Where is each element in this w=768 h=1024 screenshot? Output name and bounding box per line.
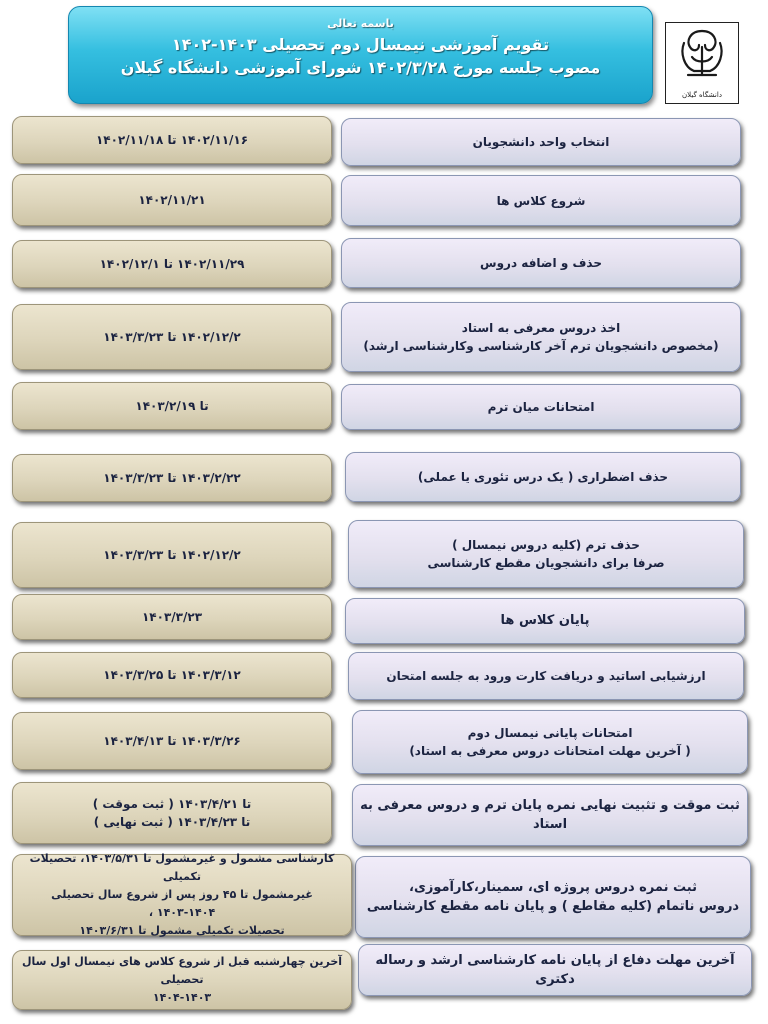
header-banner bbox=[68, 6, 653, 104]
date-cell bbox=[12, 116, 332, 164]
event-label: ثبت نمره دروس پروژه ای، سمینار،کارآموزی، bbox=[409, 879, 697, 895]
event-label: پایان کلاس ها bbox=[500, 613, 590, 629]
event-cell bbox=[348, 520, 744, 588]
event-note: ( آخرین مهلت امتحانات دروس معرفی به استاد) bbox=[409, 744, 691, 758]
date-cell bbox=[12, 522, 332, 588]
event-cell bbox=[345, 598, 745, 644]
event-note: صرفا برای دانشجویان مقطع کارشناسی bbox=[427, 556, 665, 570]
date-value: تا ۱۴۰۳/۴/۲۱ ( ثبت موقت ) bbox=[92, 797, 252, 811]
logo-caption: دانشگاه گیلان bbox=[682, 91, 722, 99]
date-value: غیرمشمول تا ۴۵ روز پس از شروع سال تحصیلی ۱۴۰۴-۱۴۰۳ ، bbox=[51, 887, 313, 920]
date-value: تا ۱۴۰۳/۲/۱۹ bbox=[135, 399, 209, 413]
event-note: (مخصوص دانشجویان ترم آخر کارشناسی وکارشناسی ارشد) bbox=[363, 339, 719, 353]
event-cell bbox=[358, 944, 752, 996]
date-cell bbox=[12, 594, 332, 640]
date-value: آخرین چهارشنبه قبل از شروع کلاس های نیمسال اول سال تحصیلی bbox=[21, 954, 343, 986]
date-value: تحصیلات تکمیلی مشمول تا ۱۴۰۳/۶/۳۱ bbox=[79, 924, 285, 938]
event-cell bbox=[341, 302, 741, 372]
date-cell bbox=[12, 652, 332, 698]
event-label: ارزشیابی اساتید و دریافت کارت ورود به جلسه امتحان bbox=[386, 669, 706, 683]
event-label: انتخاب واحد دانشجویان bbox=[472, 135, 610, 149]
event-label: حذف اضطراری ( یک درس تئوری یا عملی) bbox=[417, 470, 669, 484]
date-value: ۱۴۰۲/۱۱/۲۹ تا ۱۴۰۲/۱۲/۱ bbox=[99, 257, 245, 271]
date-value: ۱۴۰۲/۱۲/۲ تا ۱۴۰۳/۳/۲۳ bbox=[103, 330, 241, 344]
event-label: حذف و اضافه دروس bbox=[480, 256, 602, 270]
date-value: ۱۴۰۴-۱۴۰۳ bbox=[152, 991, 212, 1005]
approval-note: مصوب جلسه مورخ ۱۴۰۲/۳/۲۸ شورای آموزشی دانشگاه گیلان bbox=[120, 58, 601, 77]
event-cell bbox=[341, 384, 741, 430]
date-cell bbox=[12, 304, 332, 370]
date-cell bbox=[12, 454, 332, 502]
event-cell bbox=[348, 652, 744, 700]
event-cell bbox=[355, 856, 751, 938]
date-value: ۱۴۰۲/۱۱/۲۱ bbox=[138, 193, 206, 207]
event-cell bbox=[352, 710, 748, 774]
date-cell bbox=[12, 174, 332, 226]
date-cell bbox=[12, 950, 352, 1010]
event-cell bbox=[341, 118, 741, 166]
event-label: حذف ترم (کلیه دروس نیمسال ) bbox=[452, 538, 640, 552]
event-note: دروس ناتمام (کلیه مقاطع ) و پایان نامه مقطع کارشناسی bbox=[366, 899, 740, 914]
date-cell bbox=[12, 382, 332, 430]
date-value: تا ۱۴۰۳/۴/۲۳ ( ثبت نهایی ) bbox=[93, 815, 251, 829]
date-value: ۱۴۰۲/۱۱/۱۶ تا ۱۴۰۲/۱۱/۱۸ bbox=[95, 133, 249, 147]
event-label: ثبت موقت و تثبیت نهایی نمره پایان ترم و دروس معرفی به استاد bbox=[360, 797, 740, 832]
calendar-title: تقویم آموزشی نیمسال دوم تحصیلی ۱۴۰۳-۱۴۰۲ bbox=[171, 35, 550, 54]
date-value: ۱۴۰۳/۳/۲۳ bbox=[141, 610, 203, 624]
event-label: شروع کلاس ها bbox=[496, 193, 586, 208]
date-cell bbox=[12, 712, 332, 770]
date-value: ۱۴۰۲/۱۲/۲ تا ۱۴۰۳/۳/۲۳ bbox=[103, 548, 241, 562]
event-label: امتحانات میان ترم bbox=[487, 400, 595, 414]
event-label: اخذ دروس معرفی به استاد bbox=[461, 321, 621, 335]
event-cell bbox=[352, 784, 748, 846]
invocation-text: باسمه تعالی bbox=[327, 17, 394, 30]
date-cell bbox=[12, 782, 332, 844]
date-value: ۱۴۰۳/۳/۲۶ تا ۱۴۰۳/۴/۱۳ bbox=[103, 734, 241, 748]
event-label: آخرین مهلت دفاع از پایان نامه کارشناسی ارشد و رساله دکتری bbox=[375, 952, 735, 987]
date-cell bbox=[12, 851, 352, 938]
date-value: ۱۴۰۳/۳/۱۲ تا ۱۴۰۳/۳/۲۵ bbox=[103, 668, 241, 682]
date-value: کارشناسی مشمول و غیرمشمول تا ۱۴۰۳/۵/۳۱، تحصیلات تکمیلی bbox=[29, 851, 335, 883]
date-cell bbox=[12, 240, 332, 288]
date-value: ۱۴۰۳/۲/۲۲ تا ۱۴۰۳/۳/۲۳ bbox=[103, 471, 241, 485]
event-cell bbox=[345, 452, 741, 502]
event-cell bbox=[341, 238, 741, 288]
event-label: امتحانات پایانی نیمسال دوم bbox=[467, 726, 633, 740]
university-logo bbox=[665, 22, 739, 104]
event-cell bbox=[341, 175, 741, 226]
logo-emblem-icon bbox=[666, 23, 738, 83]
